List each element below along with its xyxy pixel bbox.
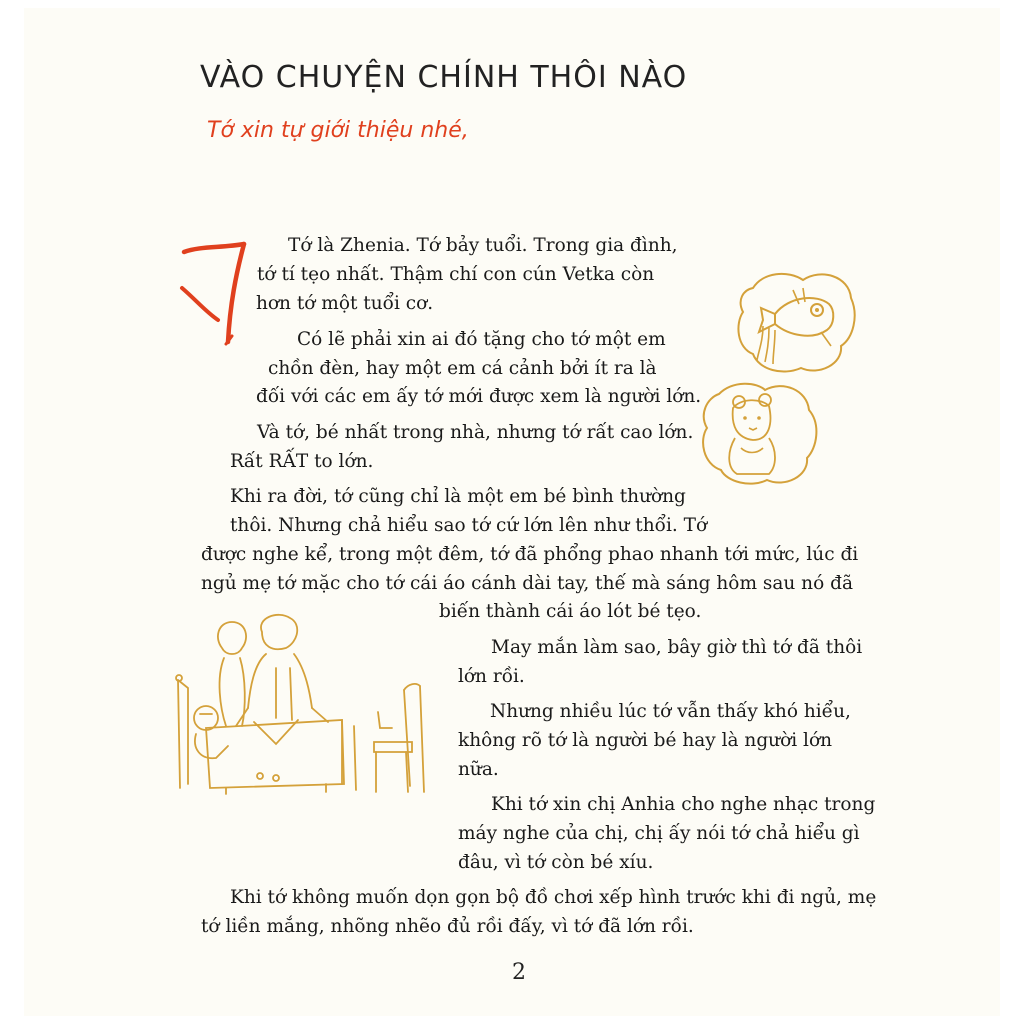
body-line: được nghe kể, trong một đêm, tớ đã phổng phao nhanh tới mức, lúc đi bbox=[201, 544, 859, 565]
body-line: Nhưng nhiều lúc tớ vẫn thấy khó hiểu, bbox=[490, 701, 851, 722]
bear-doodle bbox=[697, 378, 821, 490]
body-line: không rõ tớ là người bé hay là người lớn bbox=[458, 730, 833, 751]
body-line: máy nghe của chị, chị ấy nói tớ chả hiểu gì bbox=[458, 823, 860, 844]
body-line: Rất RẤT to lớn. bbox=[230, 451, 374, 472]
body-line: ngủ mẹ tớ mặc cho tớ cái áo cánh dài tay, thế mà sáng hôm sau nó đã bbox=[201, 573, 853, 594]
body-line: Và tớ, bé nhất trong nhà, nhưng tớ rất cao lớn. bbox=[257, 422, 694, 443]
drop-cap-seven bbox=[178, 238, 250, 346]
body-line: Khi ra đời, tớ cũng chỉ là một em bé bình thường bbox=[230, 486, 686, 507]
body-line: Khi tớ không muốn dọn gọn bộ đồ chơi xếp hình trước khi đi ngủ, mẹ bbox=[230, 887, 877, 908]
body-line: đâu, vì tớ còn bé xíu. bbox=[458, 852, 654, 873]
family-table-doodle bbox=[166, 608, 446, 800]
body-line: Khi tớ xin chị Anhia cho nghe nhạc trong bbox=[491, 794, 876, 815]
body-line: thôi. Nhưng chả hiểu sao tớ cứ lớn lên như thổi. Tớ bbox=[230, 515, 708, 536]
body-line: Tớ là Zhenia. Tớ bảy tuổi. Trong gia đình, bbox=[288, 235, 678, 256]
body-line: May mắn làm sao, bây giờ thì tớ đã thôi bbox=[491, 637, 863, 658]
body-line: tớ tí tẹo nhất. Thậm chí con cún Vetka còn bbox=[257, 264, 655, 285]
goldfish-doodle bbox=[733, 268, 859, 378]
body-line: nữa. bbox=[458, 759, 499, 780]
body-line: Có lẽ phải xin ai đó tặng cho tớ một em bbox=[297, 329, 666, 350]
body-line: đối với các em ấy tớ mới được xem là người lớn. bbox=[256, 386, 702, 407]
chapter-title: VÀO CHUYỆN CHÍNH THÔI NÀO bbox=[200, 60, 688, 95]
chapter-subtitle: Tớ xin tự giới thiệu nhé, bbox=[207, 118, 469, 143]
body-line: biến thành cái áo lót bé tẹo. bbox=[439, 601, 702, 622]
body-line: chồn đèn, hay một em cá cảnh bởi ít ra là bbox=[268, 358, 657, 379]
body-line: hơn tớ một tuổi cơ. bbox=[256, 293, 434, 314]
body-line: lớn rồi. bbox=[458, 666, 525, 687]
body-line: tớ liền mắng, nhõng nhẽo đủ rồi đấy, vì tớ đã lớn rồi. bbox=[201, 916, 694, 937]
page-number: 2 bbox=[512, 960, 526, 985]
